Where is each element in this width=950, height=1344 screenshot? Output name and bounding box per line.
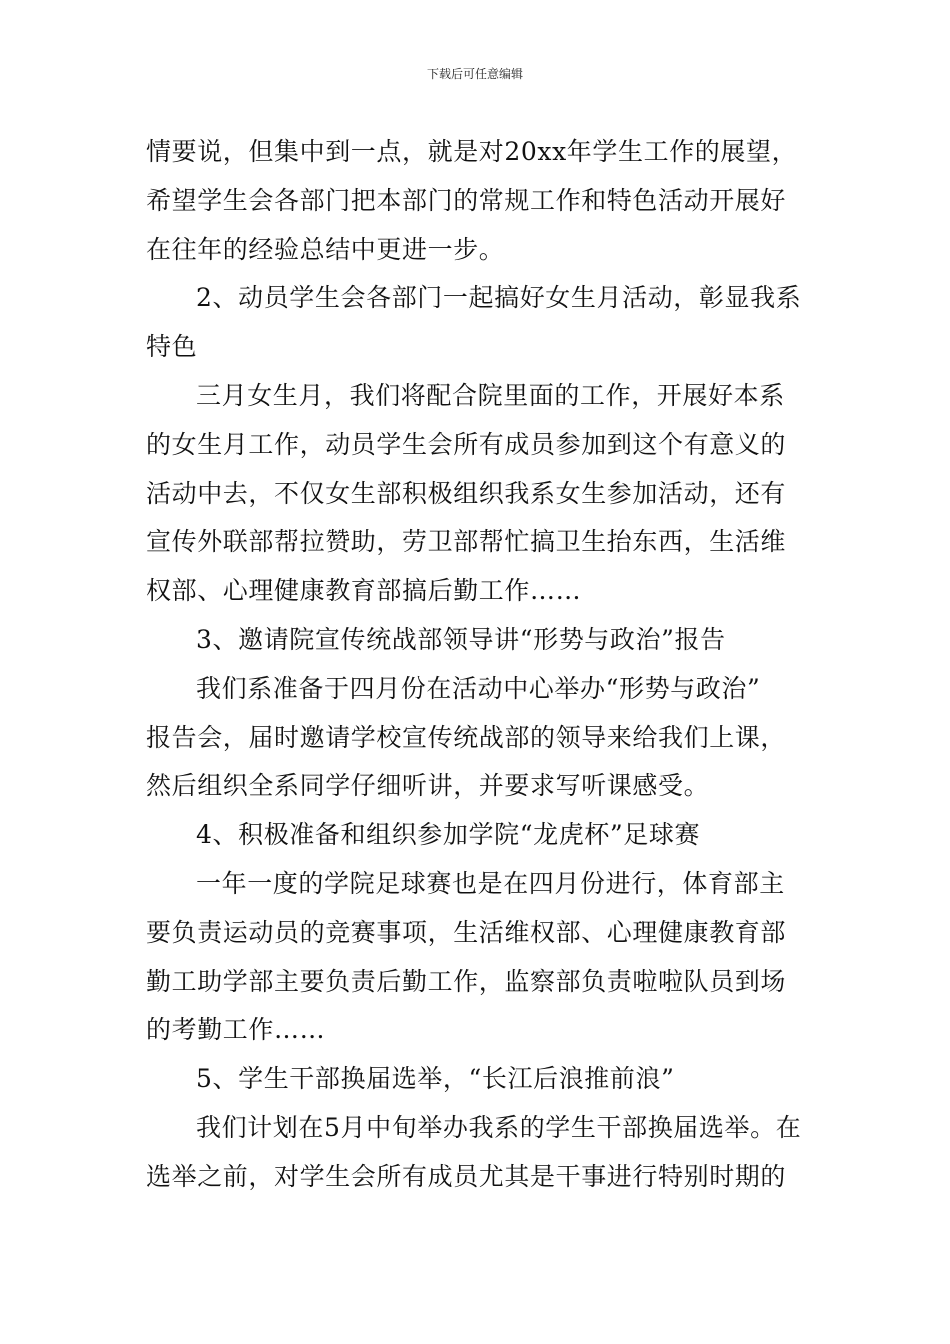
text-line: 要负责运动员的竞赛事项，生活维权部、心理健康教育部 [146, 917, 787, 947]
text-line: 活动中去，不仅女生部积极组织我系女生参加活动，还有 [146, 478, 787, 508]
text-line: 的考勤工作…… [146, 1015, 326, 1045]
section-heading-3: 3、邀请院宣传统战部领导讲“形势与政治”报告 [196, 624, 726, 654]
paragraph-start: 我们系准备于四月份在活动中心举办“形势与政治” [196, 673, 761, 703]
paragraph-start: 一年一度的学院足球赛也是在四月份进行，体育部主 [196, 868, 785, 898]
text-line: 的女生月工作，动员学生会所有成员参加到这个有意义的 [146, 429, 787, 459]
text-line: 特色 [146, 332, 198, 362]
text-line: 情要说，但集中到一点，就是对20xx年学生工作的展望， [146, 137, 798, 166]
section-heading-4: 4、积极准备和组织参加学院“龙虎杯”足球赛 [196, 820, 701, 850]
text-line: 希望学生会各部门把本部门的常规工作和特色活动开展好 [146, 185, 787, 215]
page-header: 下载后可任意编辑 [426, 67, 523, 81]
paragraph-start: 三月女生月，我们将配合院里面的工作，开展好本系 [196, 380, 785, 410]
text-line: 勤工助学部主要负责后勤工作，监察部负责啦啦队员到场 [146, 966, 787, 996]
text-line: 权部、心理健康教育部搞后勤工作…… [146, 576, 582, 606]
text-line: 宣传外联部帮拉赞助，劳卫部帮忙搞卫生抬东西，生活维 [146, 527, 787, 557]
text-line: 报告会，届时邀请学校宣传统战部的领导来给我们上课， [146, 722, 787, 752]
paragraph-start: 我们计划在5月中旬举办我系的学生干部换届选举。在 [196, 1112, 802, 1142]
text-line: 选举之前，对学生会所有成员尤其是干事进行特别时期的 [146, 1161, 787, 1191]
section-heading-2: 2、动员学生会各部门一起搞好女生月活动，彰显我系 [196, 283, 802, 313]
section-heading-5: 5、学生干部换届选举，“长江后浪推前浪” [196, 1064, 675, 1094]
document-body [146, 128, 810, 1202]
text-line: 在往年的经验总结中更进一步。 [146, 234, 505, 264]
text-line: 然后组织全系同学仔细听讲，并要求写听课感受。 [146, 771, 710, 801]
